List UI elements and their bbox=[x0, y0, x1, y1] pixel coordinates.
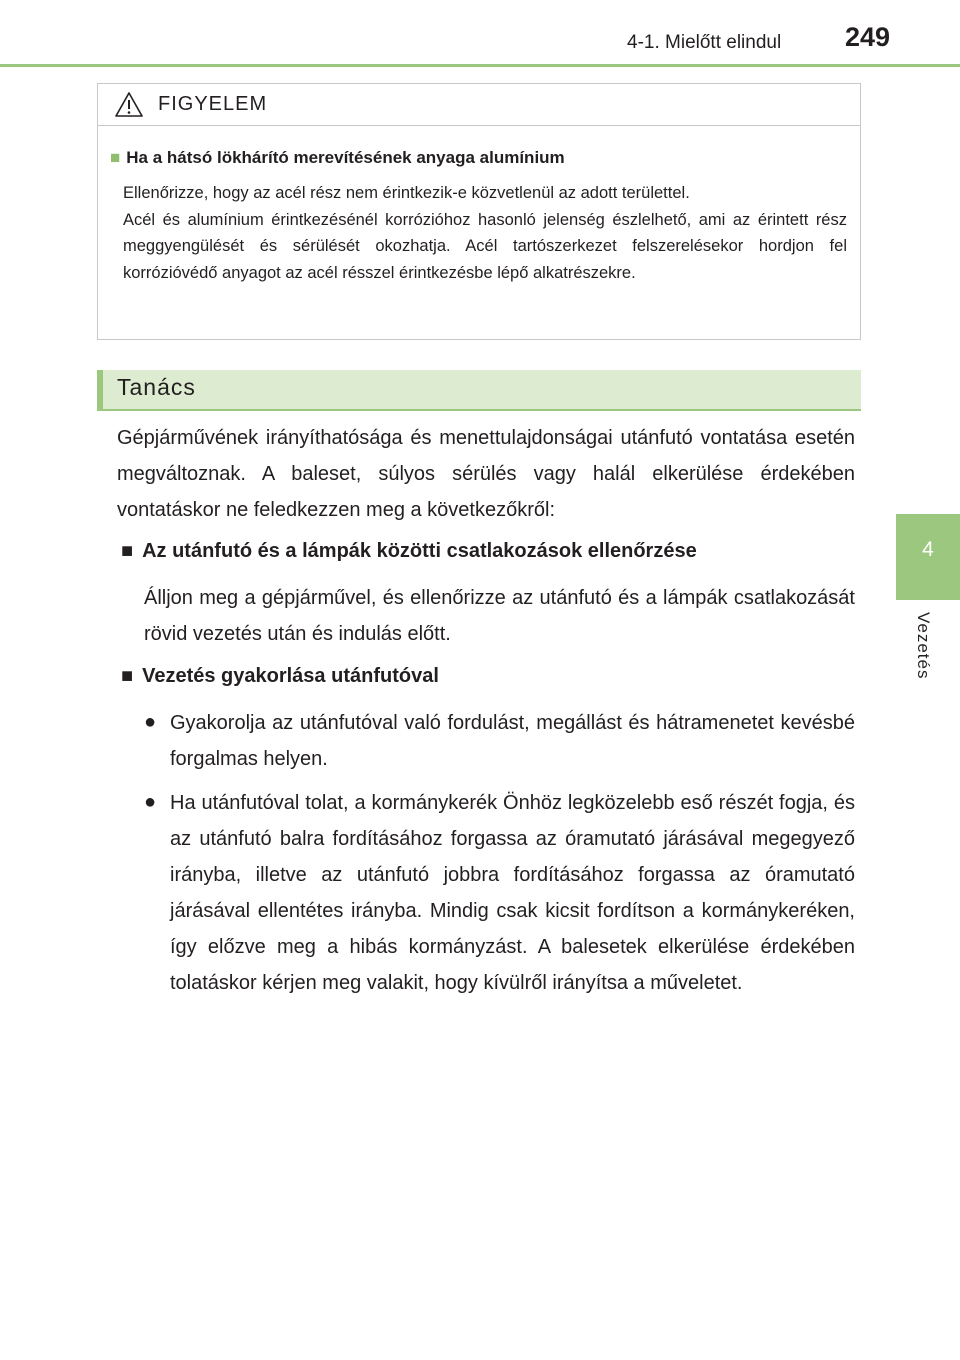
section-heading bbox=[121, 665, 439, 688]
section-paragraph: Álljon meg a gépjárművel, és ellenőrizze az utánfutó és a lámpák csatlakozását rövid vezetés után és indulás előtt. bbox=[144, 587, 855, 645]
warning-body bbox=[123, 180, 847, 286]
chapter-tab bbox=[896, 514, 960, 597]
round-bullet-icon: ● bbox=[144, 791, 157, 813]
tip-title: Tanács bbox=[117, 374, 196, 400]
tip-heading-bar bbox=[97, 370, 861, 411]
warning-box bbox=[97, 83, 861, 340]
chapter-label: Vezetés bbox=[914, 612, 933, 680]
intro-paragraph: Gépjárművének irányíthatósága és menettulajdonságai utánfutó vontatása esetén megváltoznak. A baleset, súlyos sérülés vagy halál elkerülése érdekében vontatáskor ne feledkezzen meg a következőkről: bbox=[117, 427, 855, 521]
chapter-tab-divider bbox=[896, 597, 960, 600]
chapter-number: 4 bbox=[922, 538, 934, 561]
square-bullet-icon: ■ bbox=[121, 540, 134, 562]
warning-subheading bbox=[110, 148, 565, 168]
page-number: 249 bbox=[845, 22, 891, 52]
square-bullet-icon: ■ bbox=[121, 665, 134, 687]
header-divider bbox=[0, 64, 960, 67]
warning-subheading-text: Ha a hátsó lökhárító merevítésének anyaga alumínium bbox=[126, 148, 565, 167]
section-title: 4-1. Mielőtt elindul bbox=[627, 32, 782, 53]
section-heading-text: Vezetés gyakorlása utánfutóval bbox=[142, 665, 439, 687]
warning-paragraph: Ellenőrizze, hogy az acél rész nem érintkezik-e közvetlenül az adott területtel. bbox=[123, 184, 690, 202]
section-heading bbox=[121, 540, 697, 563]
warning-triangle-icon bbox=[114, 91, 144, 118]
warning-header bbox=[98, 84, 860, 126]
list-item: Gyakorolja az utánfutóval való fordulást, megállást és hátramenetet kevésbé forgalmas helyen. bbox=[170, 712, 855, 770]
list-item: Ha utánfutóval tolat, a kormánykerék Önhöz legközelebb eső részét fogja, és az utánfutó balra fordításához forgassa az óramutató járásával megegyező irányba, illetve az utánfutó jobbra fordításához forgassa az óramutató járásával ellentétes irányba. Mindig csak kicsit fordítson a kormánykeréken, így előzve meg a hibás kormányzást. A balesetek elkerülése érdekében tolatáskor kérjen meg valakit, hogy kívülről irányítsa a műveletet. bbox=[170, 792, 855, 994]
warning-title: FIGYELEM bbox=[158, 93, 268, 115]
round-bullet-icon: ● bbox=[144, 711, 157, 733]
square-bullet-icon: ■ bbox=[110, 148, 121, 167]
warning-paragraph: Acél és alumínium érintkezésénél korrózióhoz hasonló jelenség észlelhető, ami az érintett rész meggyengülését és sérülését okozhatja. Acél tartószerkezet felszerelésekor hordjon fel korrózióvédő anyagot az acél résszel érintkezésbe lépő alkatrészekre. bbox=[123, 210, 847, 282]
section-heading-text: Az utánfutó és a lámpák közötti csatlakozások ellenőrzése bbox=[142, 540, 697, 562]
